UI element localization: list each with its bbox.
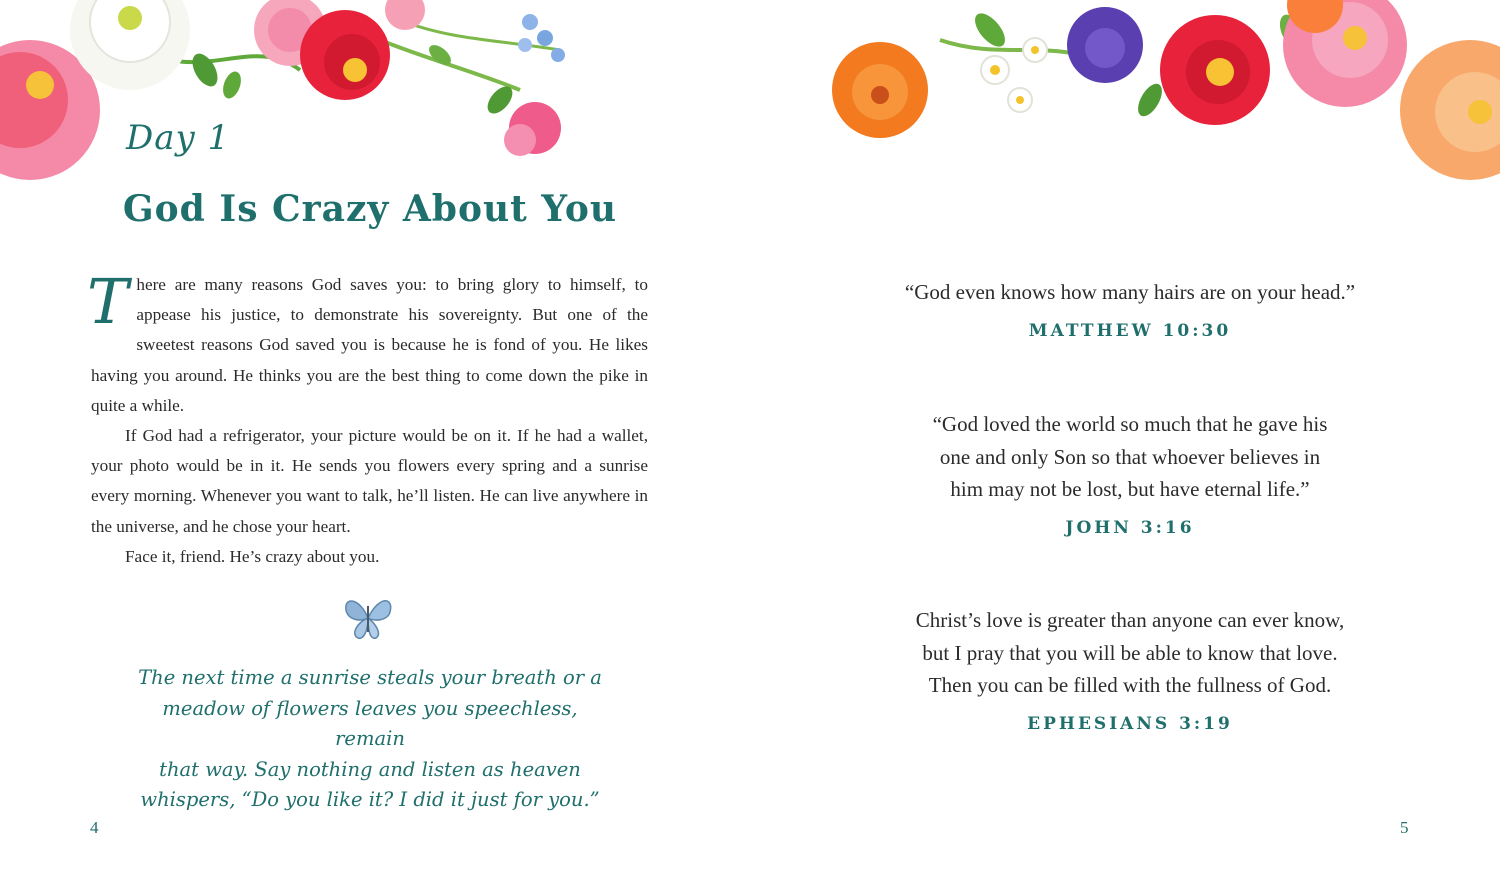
verse-reference: EPHESIANS 3:19 [1027, 713, 1233, 734]
reflection-line: that way. Say nothing and listen as heaven [159, 757, 581, 781]
verse-line: “God loved the world so much that he gave his [932, 412, 1328, 436]
verse-line: Then you can be filled with the fullness of God. [928, 673, 1332, 697]
verse-text [860, 604, 1400, 702]
reflection-line: meadow of flowers leaves you speechless, remain [162, 696, 578, 750]
reflection-quote [130, 663, 610, 816]
devotional-body [87, 265, 648, 572]
chapter-title: God Is Crazy About You [122, 188, 618, 230]
paragraph-1-text: here are many reasons God saves you: to bring glory to himself, to appease his justice, to demonstrate his sovereignty. But one of the sweetest reasons God saved you is because he is fond of you. He likes having you around. He thinks you are the best thing to come down the pike in quite a while. [91, 275, 648, 415]
butterfly-icon [340, 592, 396, 644]
scripture-verse [860, 408, 1400, 538]
scripture-verse [860, 276, 1400, 341]
verse-line: Christ’s love is greater than anyone can ever know, [915, 608, 1345, 632]
page-number-right: 5 [1400, 818, 1409, 837]
paragraph-1 [87, 265, 648, 421]
verse-reference: JOHN 3:16 [1065, 517, 1195, 538]
floral-border-right [820, 0, 1500, 205]
reflection-line: The next time a sunrise steals your breath or a [138, 666, 602, 689]
right-page [750, 0, 1500, 887]
reflection-line: whispers, “Do you like it? I did it just for you.” [140, 788, 600, 811]
verse-text [860, 276, 1400, 309]
verse-line: one and only Son so that whoever believes in [939, 444, 1321, 469]
verse-line: him may not be lost, but have eternal life.” [950, 477, 1310, 501]
paragraph-2: If God had a refrigerator, your picture would be on it. If he had a wallet, your photo would be in it. He sends you flowers every spring and a sunrise every morning. Whenever you want to talk, he’ll listen. He can live anywhere in the universe, and he chose your heart. [91, 426, 648, 536]
floral-border-left [0, 0, 580, 190]
drop-cap: T [87, 265, 129, 338]
verse-reference: MATTHEW 10:30 [1028, 320, 1232, 341]
verse-line: “God even knows how many hairs are on your head.” [904, 280, 1356, 304]
page-number-left: 4 [90, 818, 99, 837]
scripture-verse [860, 604, 1400, 734]
verse-line: but I pray that you will be able to know that love. [922, 640, 1338, 665]
paragraph-3: Face it, friend. He’s crazy about you. [125, 546, 380, 566]
day-label: Day 1 [126, 118, 231, 158]
verse-text [860, 408, 1400, 506]
